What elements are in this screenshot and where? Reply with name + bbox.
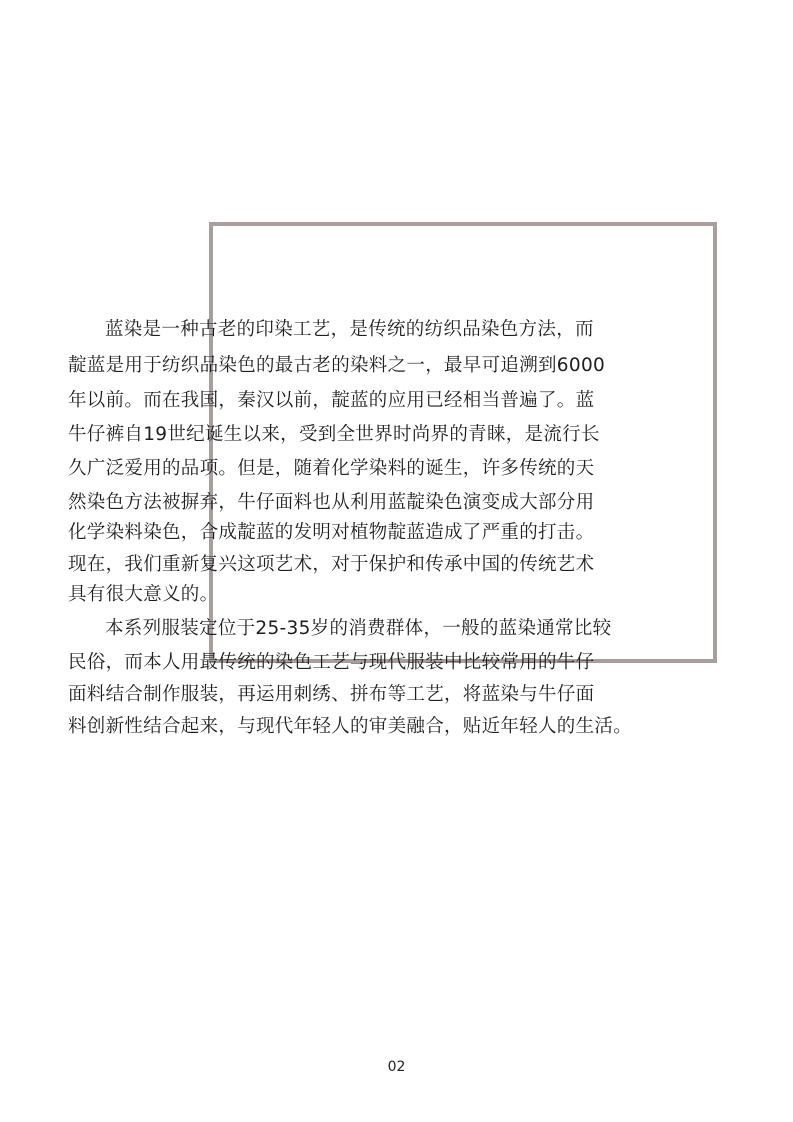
paragraph-2-line-2: 民俗，而本人用最传统的染色工艺与现代服装中比较常用的牛仔 — [68, 652, 595, 673]
paragraph-2-line-1: 本系列服装定位于25-35岁的消费群体，一般的蓝染通常比较 — [105, 618, 612, 639]
paragraph-1-line-6: 然染色方法被摒弃，牛仔面料也从利用蓝靛染色演变成大部分用 — [68, 492, 595, 513]
paragraph-1-line-8: 现在，我们重新复兴这项艺术，对于保护和传承中国的传统艺术 — [68, 554, 595, 575]
paragraph-1-line-7: 化学染料染色，合成靛蓝的发明对植物靛蓝造成了严重的打击。 — [68, 522, 595, 543]
paragraph-1-line-3: 年以前。而在我国，秦汉以前，靛蓝的应用已经相当普遍了。蓝 — [68, 390, 595, 411]
paragraph-1-line-5: 久广泛爱用的品项。但是，随着化学染料的诞生，许多传统的天 — [68, 458, 595, 479]
paragraph-2-line-4: 料创新性结合起来，与现代年轻人的审美融合，贴近年轻人的生活。 — [68, 716, 633, 737]
paragraph-1-line-1: 蓝染是一种古老的印染工艺，是传统的纺织品染色方法，而 — [105, 319, 594, 340]
page-number: 02 — [387, 1059, 406, 1075]
paragraph-1-line-2: 靛蓝是用于纺织品染色的最古老的染料之一，最早可追溯到6000 — [68, 355, 606, 376]
paragraph-1-line-4: 牛仔裤自19世纪诞生以来，受到全世界时尚界的青睐，是流行长 — [68, 424, 600, 445]
paragraph-1-line-9: 具有很大意义的。 — [68, 584, 219, 605]
paragraph-2-line-3: 面料结合制作服装，再运用刺绣、拼布等工艺，将蓝染与牛仔面 — [68, 684, 595, 705]
